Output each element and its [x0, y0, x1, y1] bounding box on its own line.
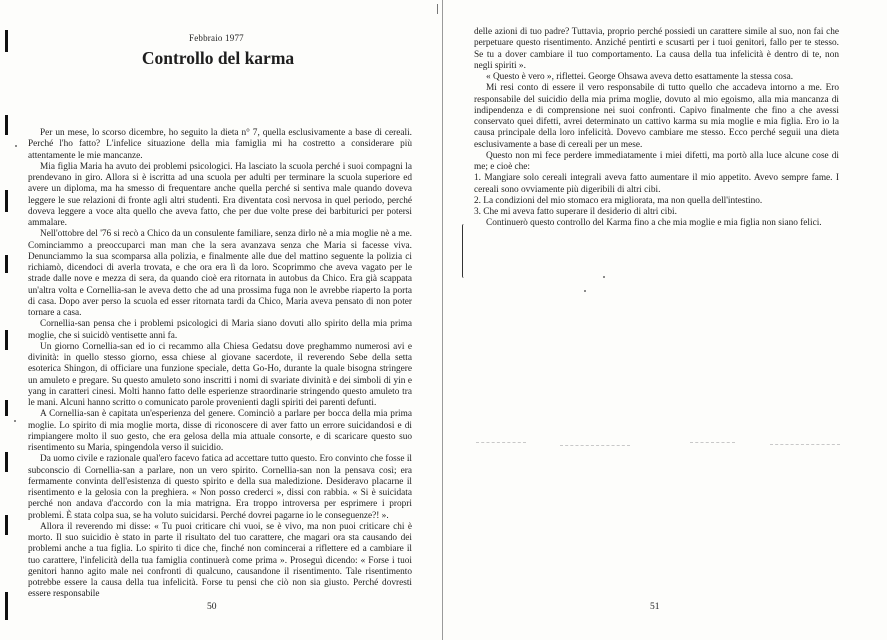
binding-mark	[5, 30, 8, 52]
left-body-text	[28, 128, 412, 601]
list-item: 1. Mangiare solo cereali integrali aveva fatto aumentare il mio appetito. Avevo sempre fame. I cereali sono ovviamente più digeribili di altri cibi.	[474, 173, 839, 195]
paragraph: A Cornellia-san è capitata un'esperienza del genere. Cominciò a parlare per bocca della mia prima moglie. Lo spirito di mia moglie morta, disse di riconoscere di aver fatto un errore suicidandosi e di rimpiangere molto il suo gesto, che era gelosa della mia attuale consorte, e di scaricare questo suo risentimento su Maria, spingendola verso il suicidio.	[28, 409, 412, 453]
binding-mark	[5, 255, 8, 273]
scan-mark	[690, 442, 735, 444]
paragraph: Da uomo civile e razionale qual'ero facevo fatica ad accettare tutto questo. Ero convinto che fosse il subconscio di Cornellia-san a parlare, non un vero spirito. Cornellia-san non la pensava così; era fermamente convinta dell'esistenza di questo spirito e della sua maledizione. Desideravo placarne il risentimento e la gelosia con la preghiera. « Non posso crederci », dissi con rabbia. « Si è suicidata perché non andava d'accordo con la mia matrigna. Era troppo introversa per esprimere i propri problemi. È stata colpa sua, se ha voluto suicidarsi. Perché dovrei pagarne io le conseguenze?! ».	[28, 454, 412, 521]
paragraph: « Questo è vero », riflettei. George Ohsawa aveva detto esattamente la stessa cosa.	[486, 72, 794, 82]
paragraph: Per un mese, lo scorso dicembre, ho seguito la dieta n° 7, quella esclusivamente a base di cereali. Perché l'ho fatto? L'infelice situazione della mia famiglia mi ha costretto a considerare più attentamente le mie mancanze.	[28, 128, 412, 161]
scan-mark	[560, 445, 630, 447]
binding-mark	[5, 515, 8, 535]
paragraph: Mi resi conto di essere il vero responsabile di tutto quello che accadeva intorno a me. Ero responsabile del suicidio della mia prima moglie, dovuto al mio egoismo, alla mia mancanza di indipendenza e di comprensione nei suoi confronti. Capivo finalmente che fino a che avessi conservato quei difetti, avrei determinato un cattivo karma su mia moglie e mia figlia. Ero io la causa principale della loro infelicità. Dovevo cambiare me stesso. Ecco perché seguii una dieta esclusivamente a base di cereali per un mese.	[474, 83, 839, 150]
paragraph: Mia figlia Maria ha avuto dei problemi psicologici. Ha lasciato la scuola perché i suoi compagni la prendevano in giro. Allora si è iscritta ad una scuola per adulti per terminare la scuola superiore ed avere un diploma, ma ha smesso di frequentare anche quella perché si sentiva male quando doveva leggere le sue relazioni di fronte agli altri studenti. Era diventata così nervosa in quel periodo, perché doveva leggere a voce alta quello che aveva fatto, che per due volte prese dei barbiturici per potersi ammalare.	[28, 161, 412, 228]
page-number-right: 51	[650, 602, 660, 612]
scan-mark	[476, 442, 526, 444]
scan-speck	[584, 290, 586, 292]
scan-speck	[603, 276, 605, 278]
book-fold	[442, 0, 443, 640]
binding-mark	[5, 330, 8, 350]
paragraph: Nell'ottobre del '76 si recò a Chico da un consulente familiare, senza dirlo nè a mia moglie nè a me. Cominciammo a preoccuparci man man che la sera avanzava senza che Maria si facesse viva. Denunciammo la sua scomparsa alla polizia, e finalmente alle due del mattino seguente la polizia ci richiamò, dicendoci di averla trovata, e che ora era lì da loro. Scoprimmo che aveva vagato per le strade dalle nove e mezza di sera, da quando cioè era ritornata in autobus da Chico. Era già scappata un'altra volta e Cornellia-san le aveva detto che ad una prossima fuga non le avrebbe riaperto la porta di casa. Dopo aver perso la scuola ed esser ritornata tardi da Chico, Maria aveva pensato di non poter tornare a casa.	[28, 229, 412, 318]
paragraph: Questo non mi fece perdere immediatamente i miei difetti, ma portò alla luce alcune cose di me; e cioè che:	[474, 150, 839, 172]
list-item: 3. Che mi aveva fatto superare il desiderio di altri cibi.	[474, 207, 677, 217]
scan-speck	[14, 420, 16, 422]
binding-mark	[5, 592, 8, 620]
paragraph: Un giorno Cornellia-san ed io ci recammo alla Chiesa Gedatsu dove preghammo numerosi avi e divinità: in quello stesso giorno, essa chiese al giovane sacerdote, il reverendo Sebe della setta esoterica Shingon, di officiare una funzione speciale, detta Go-Ho, durante la quale bisogna stringere un amuleto e pregare. Su questo amuleto sono inscritti i nomi di svariate divinità e dei simboli di yin e yang in caratteri cinesi. Molti hanno fatto delle esperienze straordinarie stringendo questo amuleto tra le mani. Alcuni hanno scritto o comunicato parole provenienti dagli spiriti dei parenti defunti.	[28, 341, 412, 408]
paragraph: Cornellia-san pensa che i problemi psicologici di Maria siano dovuti allo spirito della mia prima moglie, che si suicidò ventisette anni fa.	[28, 319, 412, 341]
page-number-left: 50	[207, 602, 217, 612]
scan-speck	[15, 145, 17, 147]
binding-mark	[5, 190, 8, 212]
numbered-list	[474, 173, 839, 218]
binding-mark	[5, 115, 8, 135]
paragraph: delle azioni di tuo padre? Tuttavia, proprio perché possiedi un carattere simile al suo, non fai che perpetuare questo risentimento. Anziché pentirti e scusarti per i tuoi genitori, fallo per te stesso. Se tu a dover cambiare il tuo comportamento. La causa della tua infelicità è dentro di te, non negli spiriti ».	[474, 27, 839, 71]
paragraph: Allora il reverendo mi disse: « Tu puoi criticare chi vuoi, se è vivo, ma non puoi criticare chi è morto. Il suo suicidio è stato in parte il risultato del tuo carattere, che magari ora sta causando dei problemi anche a tua figlia. Lo spirito ti dice che, finché non comincerai a riflettere ed a cambiare il tuo carattere, l'infelicità della tua famiglia continuerà come prima ». Proseguì dicendo: « Forse i tuoi genitori hanno agito male nei confronti di qualcuno, causandone il risentimento. Tale risentimento potrebbe essere la causa della tua infelicità. Forse tu pensi che ciò non sia giusto. Perché dovresti essere responsabile	[28, 521, 412, 600]
margin-bracket	[462, 224, 468, 278]
closing-paragraph: Continuerò questo controllo del Karma fino a che mia moglie e mia figlia non siano felici.	[486, 218, 822, 229]
fold-mark	[437, 4, 446, 14]
scan-mark	[770, 444, 840, 446]
article-title: Controllo del karma	[141, 48, 295, 68]
binding-mark	[5, 452, 8, 472]
right-body-text	[474, 27, 839, 230]
date-header: Febbraio 1977	[189, 33, 244, 43]
list-item: 2. La condizioni del mio stomaco era migliorata, ma non quella dell'intestino.	[474, 195, 763, 206]
binding-mark	[5, 400, 8, 416]
